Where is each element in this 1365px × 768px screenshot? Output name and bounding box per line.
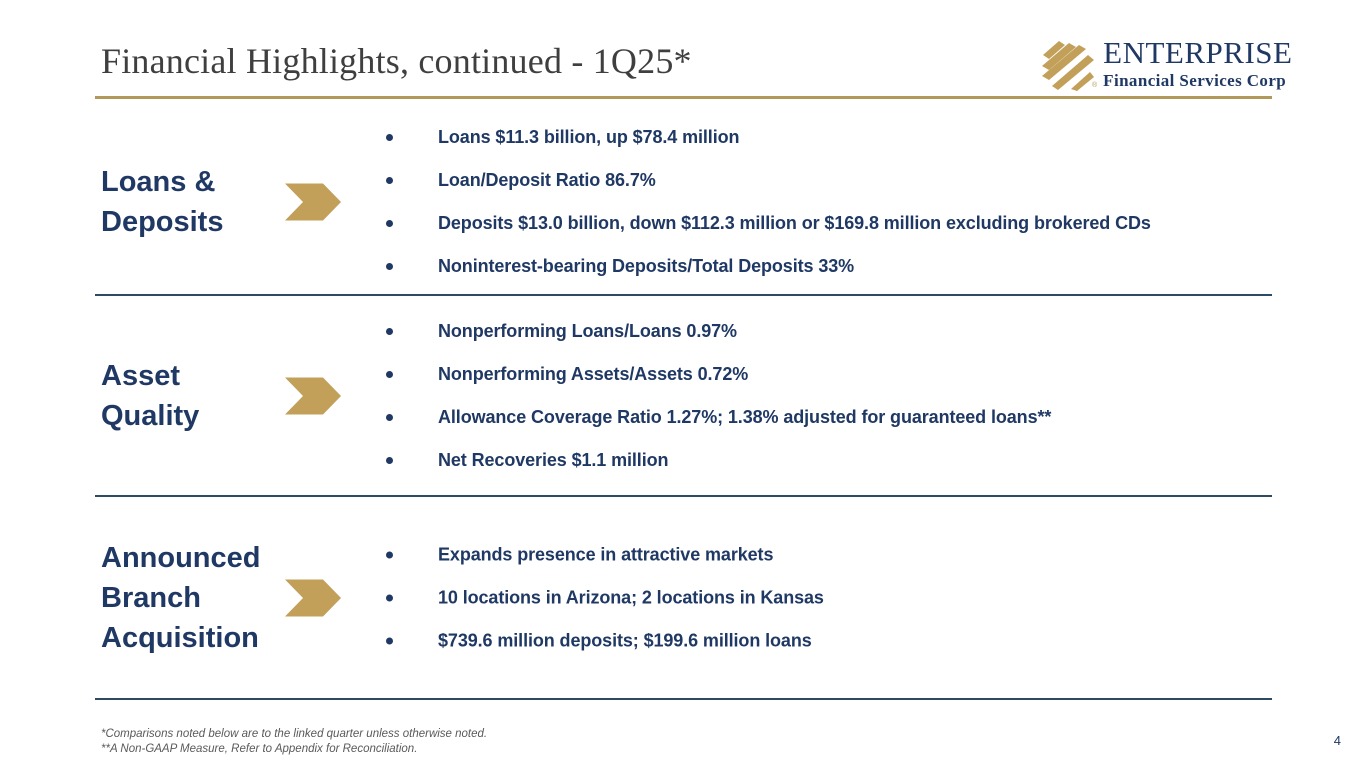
bullet-item: 10 locations in Arizona; 2 locations in Kansas — [386, 576, 1272, 619]
bullet-item: Loans $11.3 billion, up $78.4 million — [386, 116, 1272, 159]
bullet-dot — [386, 594, 393, 601]
bullet-dot — [386, 371, 393, 378]
chevron-right-icon — [285, 579, 341, 616]
bullet-item: Nonperforming Loans/Loans 0.97% — [386, 310, 1272, 353]
bullet-dot — [386, 220, 393, 227]
footnote-line: *Comparisons noted below are to the linked quarter unless otherwise noted. — [101, 728, 488, 740]
bullet-dot — [386, 414, 393, 421]
bullet-item: Loan/Deposit Ratio 86.7% — [386, 159, 1272, 202]
bullet-dot — [386, 263, 393, 270]
bullet-item: $739.6 million deposits; $199.6 million loans — [386, 619, 1272, 662]
section-heading — [101, 538, 261, 658]
heading-line: Branch — [101, 581, 201, 614]
logo-company-name: ENTERPRISE — [1103, 35, 1293, 70]
section-loans-deposits — [95, 110, 1272, 296]
heading-line: Asset — [101, 359, 180, 392]
bullet-dot — [386, 177, 393, 184]
bullet-list — [386, 310, 1272, 482]
section-heading — [101, 162, 223, 242]
section-heading — [101, 356, 199, 436]
bullet-item: Allowance Coverage Ratio 1.27%; 1.38% adjusted for guaranteed loans** — [386, 396, 1272, 439]
heading-line: Deposits — [101, 206, 224, 238]
page-number: 4 — [1333, 733, 1341, 748]
heading-line: Quality — [101, 399, 200, 432]
logo-emblem-icon — [1036, 38, 1096, 91]
bullet-dot — [386, 328, 393, 335]
bullet-dot — [386, 637, 393, 644]
footnote-line: **A Non-GAAP Measure, Refer to Appendix for Reconciliation. — [101, 743, 418, 755]
bullet-list — [386, 116, 1272, 288]
bullet-item: Net Recoveries $1.1 million — [386, 439, 1272, 482]
bullet-item: Deposits $13.0 billion, down $112.3 million or $169.8 million excluding brokered CDs — [386, 202, 1272, 245]
heading-line: Acquisition — [101, 621, 259, 654]
bullet-dot — [386, 134, 393, 141]
bullet-item: Noninterest-bearing Deposits/Total Deposits 33% — [386, 245, 1272, 288]
bullet-item: Nonperforming Assets/Assets 0.72% — [386, 353, 1272, 396]
chevron-right-icon — [285, 377, 341, 414]
company-logo — [1036, 35, 1293, 91]
section-asset-quality — [95, 296, 1272, 497]
heading-line: Loans & — [101, 166, 216, 198]
logo-text — [1103, 35, 1293, 91]
title-underline — [95, 96, 1272, 99]
page-title: Financial Highlights, continued - 1Q25* — [101, 41, 692, 81]
footnotes — [101, 727, 487, 757]
bullet-dot — [386, 551, 393, 558]
bullet-list — [386, 533, 1272, 662]
logo-company-subtitle: Financial Services Corp — [1103, 71, 1287, 90]
bullet-dot — [386, 457, 393, 464]
registered-mark: ® — [1092, 82, 1098, 89]
bullet-item: Expands presence in attractive markets — [386, 533, 1272, 576]
section-branch-acquisition — [95, 497, 1272, 700]
chevron-right-icon — [285, 184, 341, 221]
heading-line: Announced — [101, 541, 261, 574]
